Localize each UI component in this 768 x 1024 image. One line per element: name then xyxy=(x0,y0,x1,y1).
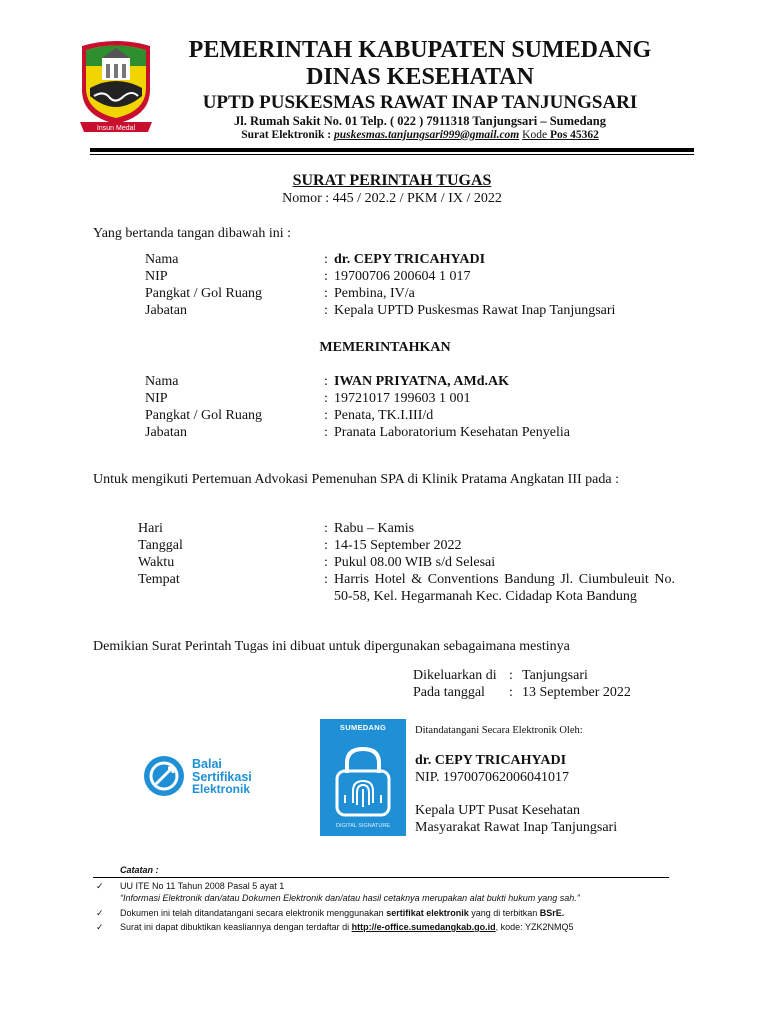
signer-name: dr. CEPY TRICAHYADI xyxy=(334,252,486,267)
colon: : xyxy=(324,408,328,423)
signer-nip-label: NIP xyxy=(145,269,168,284)
event-day-label: Hari xyxy=(138,521,163,536)
document-title: SURAT PERINTAH TUGAS xyxy=(292,172,492,189)
letterhead-institution: UPTD PUSKESMAS RAWAT INAP TANJUNGSARI xyxy=(202,92,638,113)
svg-text:Sertifikasi: Sertifikasi xyxy=(192,770,252,784)
event-date: 14-15 September 2022 xyxy=(334,538,462,553)
colon: : xyxy=(324,425,328,440)
note-1-quote: “Informasi Elektronik dan/atau Dokumen Elektronik dan/atau hasil cetaknya merupakan alat bukti hukum yang sah.” xyxy=(120,893,580,903)
signatory-title-line2: Masyarakat Rawat Inap Tanjungsari xyxy=(415,820,618,835)
svg-text:Elektronik: Elektronik xyxy=(192,782,251,796)
assignee-rank: Penata, TK.I.III/d xyxy=(334,408,434,423)
event-time-label: Waktu xyxy=(138,555,175,570)
letterhead-rule-thin xyxy=(90,154,694,155)
email-link[interactable]: puskesmas.tanjungsari999@gmail.com xyxy=(333,129,520,141)
badge-title: SUMEDANG xyxy=(339,723,387,732)
colon: : xyxy=(324,374,328,389)
colon: : xyxy=(324,538,328,553)
colon: : xyxy=(324,521,328,536)
note-3-code: , kode: YZK2NMQ5 xyxy=(495,922,574,932)
colon: : xyxy=(509,685,513,700)
check-icon: ✓ xyxy=(96,922,104,932)
issued-date-label: Pada tanggal xyxy=(413,685,485,700)
note-1-text: UU ITE No 11 Tahun 2008 Pasal 5 ayat 1 xyxy=(120,881,285,891)
note-2-mid: yang di terbitkan xyxy=(468,908,540,918)
bsre-logo xyxy=(142,754,272,800)
issued-at-label: Dikeluarkan di xyxy=(413,668,497,683)
event-place: Harris Hotel & Conventions Bandung Jl. Ciumbuleuit No. 50-58, Kel. Hegarmanah Kec. Cidadap Kota Bandung xyxy=(334,572,675,604)
signatory-title-line1: Kepala UPT Pusat Kesehatan xyxy=(415,803,580,818)
assignee-name: IWAN PRIYATNA, AMd.AK xyxy=(334,374,510,389)
document-number: Nomor : 445 / 202.2 / PKM / IX / 2022 xyxy=(282,191,502,206)
postal-label: Kode xyxy=(522,129,548,141)
signer-position: Kepala UPTD Puskesmas Rawat Inap Tanjungsari xyxy=(334,303,616,318)
assignee-position-label: Jabatan xyxy=(145,425,187,440)
note-2-text: Dokumen ini telah ditandatangani secara elektronik menggunakan xyxy=(120,908,387,918)
signer-nip: 19700706 200604 1 017 xyxy=(334,269,471,284)
colon: : xyxy=(324,269,328,284)
signer-rank: Pembina, IV/a xyxy=(334,286,415,301)
closing-text: Demikian Surat Perintah Tugas ini dibuat untuk dipergunakan sebagaimana mestinya xyxy=(93,639,570,654)
note-2-bold: sertifikat elektronik xyxy=(386,908,469,918)
event-day: Rabu – Kamis xyxy=(334,521,415,536)
issued-date: 13 September 2022 xyxy=(522,685,631,700)
digital-signature-badge xyxy=(320,719,406,836)
order-heading: MEMERINTAHKAN xyxy=(319,340,451,355)
colon: : xyxy=(324,252,328,267)
check-icon: ✓ xyxy=(96,881,104,891)
assignee-name-label: Nama xyxy=(145,374,179,389)
postal-code: Pos 45362 xyxy=(549,129,599,141)
letterhead-rule-thick xyxy=(90,148,694,152)
signer-rank-label: Pangkat / Gol Ruang xyxy=(145,286,263,301)
check-icon: ✓ xyxy=(96,908,104,918)
signatory-name: dr. CEPY TRICAHYADI xyxy=(415,753,567,768)
event-date-label: Tanggal xyxy=(138,538,183,553)
signer-name-label: Nama xyxy=(145,252,179,267)
colon: : xyxy=(324,572,328,587)
signature-note: Ditandatangani Secara Elektronik Oleh: xyxy=(415,725,583,736)
letterhead-department: DINAS KESEHATAN xyxy=(306,64,534,90)
note-3-text: Surat ini dapat dibuktikan keasliannya dengan terdaftar di xyxy=(120,922,352,932)
note-2-bsre: BSrE. xyxy=(539,908,565,918)
event-place-label: Tempat xyxy=(138,572,180,587)
colon: : xyxy=(509,668,513,683)
assignee-rank-label: Pangkat / Gol Ruang xyxy=(145,408,263,423)
colon: : xyxy=(324,303,328,318)
note-item-3 xyxy=(96,921,686,933)
email-label: Surat Elektronik : xyxy=(241,129,332,141)
regency-logo xyxy=(78,38,154,134)
assignee-position: Pranata Laboratorium Kesehatan Penyelia xyxy=(334,425,570,440)
note-item-2 xyxy=(96,907,686,919)
colon: : xyxy=(324,391,328,406)
notes-rule xyxy=(93,877,669,878)
colon: : xyxy=(324,286,328,301)
notes-heading: Catatan : xyxy=(120,865,159,875)
svg-text:Insun Medal: Insun Medal xyxy=(96,125,136,132)
letterhead-address: Jl. Rumah Sakit No. 01 Telp. ( 022 ) 7911318 Tanjungsari – Sumedang xyxy=(234,114,606,128)
eoffice-link[interactable]: http://e-office.sumedangkab.go.id xyxy=(351,922,496,932)
badge-caption: DIGITAL SIGNATURE xyxy=(336,823,390,829)
letterhead-government: PEMERINTAH KABUPATEN SUMEDANG xyxy=(188,37,652,63)
signatory-nip: NIP. 197007062006041017 xyxy=(415,770,570,785)
purpose-text: Untuk mengikuti Pertemuan Advokasi Pemenuhan SPA di Klinik Pratama Angkatan III pada : xyxy=(93,472,619,487)
event-time: Pukul 08.00 WIB s/d Selesai xyxy=(334,555,496,570)
intro-text: Yang bertanda tangan dibawah ini : xyxy=(93,226,292,241)
colon: : xyxy=(324,555,328,570)
assignee-nip: 19721017 199603 1 001 xyxy=(334,391,471,406)
assignee-nip-label: NIP xyxy=(145,391,168,406)
fingerprint-lock-icon xyxy=(333,743,393,817)
letterhead-contact xyxy=(160,128,680,143)
note-item-1 xyxy=(96,880,686,904)
svg-text:Balai: Balai xyxy=(192,757,222,771)
issued-at: Tanjungsari xyxy=(522,668,588,683)
signer-position-label: Jabatan xyxy=(145,303,187,318)
